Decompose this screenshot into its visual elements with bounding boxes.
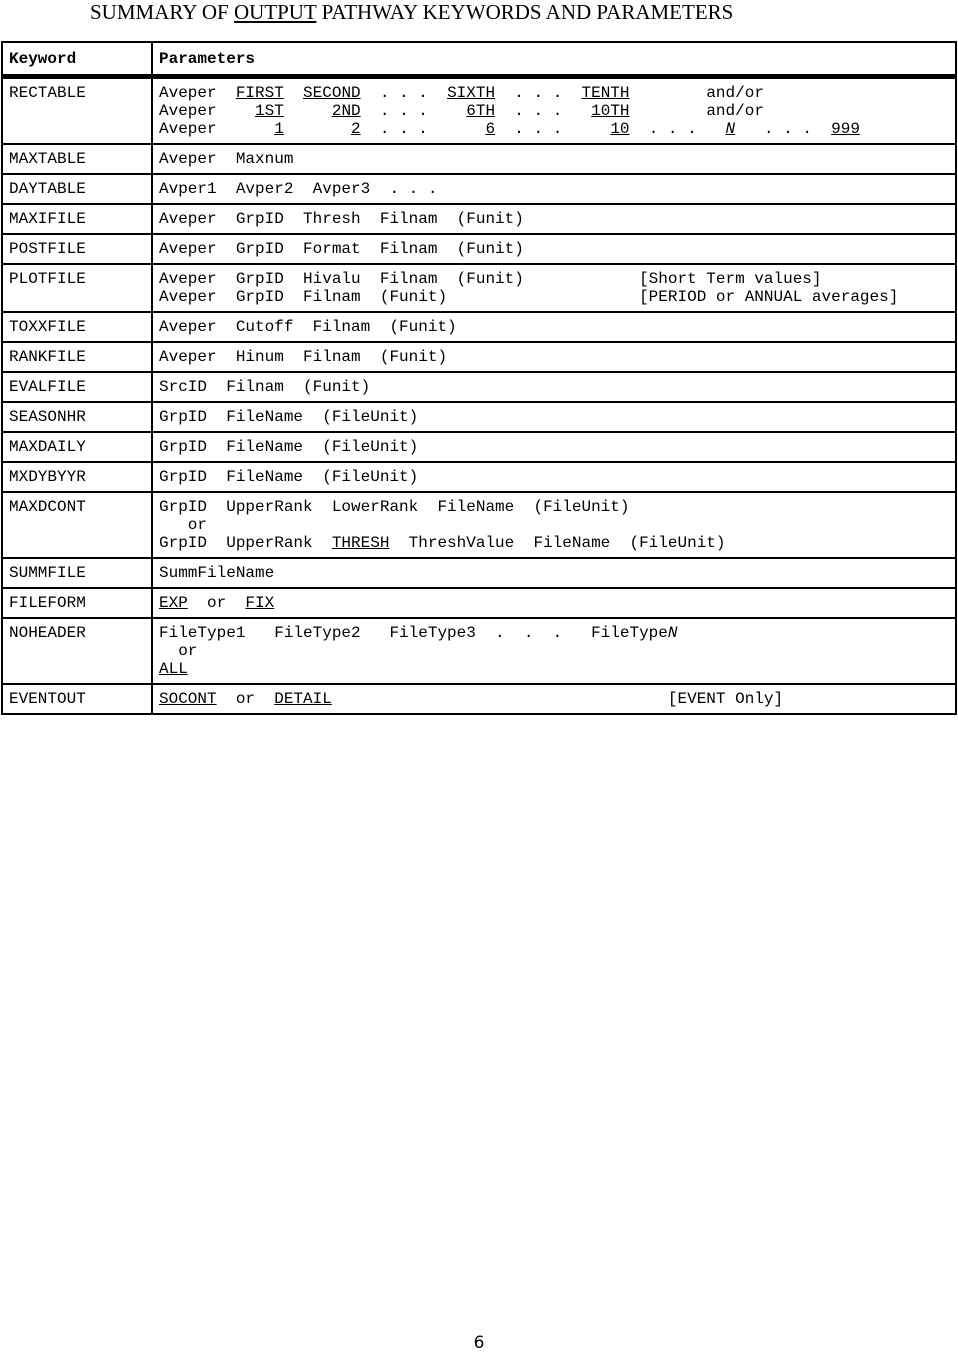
parameter-text: Aveper Maxnum <box>159 150 294 168</box>
parameter-line <box>159 210 949 228</box>
keyword-parameters-table <box>1 41 957 715</box>
table-row <box>2 432 956 462</box>
parameter-text: . . . <box>495 102 592 120</box>
parameter-text: Aveper <box>159 84 236 102</box>
parameter-text: Aveper Cutoff Filnam (Funit) <box>159 318 457 336</box>
parameter-line <box>159 660 949 678</box>
parameter-text: or <box>159 642 198 660</box>
parameters-cell <box>152 234 956 264</box>
keyword-cell: DAYTABLE <box>2 174 152 204</box>
parameter-text: Avper1 Avper2 Avper3 . . . <box>159 180 438 198</box>
parameter-line <box>159 564 949 582</box>
title-underlined-word: OUTPUT <box>233 0 317 24</box>
parameter-secondary-keyword: 6 <box>485 120 496 138</box>
parameter-text: . . . <box>735 120 832 138</box>
parameter-secondary-keyword: DETAIL <box>274 690 332 708</box>
table-row <box>2 492 956 558</box>
parameter-secondary-keyword: 1 <box>274 120 284 138</box>
parameter-line <box>159 498 949 516</box>
parameter-secondary-keyword: THRESH <box>331 534 390 552</box>
parameters-cell <box>152 342 956 372</box>
parameter-line <box>159 438 949 456</box>
table-row <box>2 174 956 204</box>
keyword-cell: MAXTABLE <box>2 144 152 174</box>
parameter-line <box>159 594 949 612</box>
parameter-secondary-keyword: ALL <box>159 660 188 678</box>
parameter-line <box>159 270 949 288</box>
parameter-secondary-keyword: 2 <box>351 120 361 138</box>
table-row <box>2 684 956 714</box>
parameter-text: and/or <box>629 102 764 120</box>
keyword-cell: MAXIFILE <box>2 204 152 234</box>
parameter-line <box>159 534 949 552</box>
keyword-cell: RECTABLE <box>2 77 152 145</box>
table-row <box>2 462 956 492</box>
parameter-secondary-keyword: 6TH <box>466 102 496 120</box>
parameter-text: or <box>216 690 275 708</box>
parameter-line <box>159 102 949 120</box>
keyword-cell: SEASONHR <box>2 402 152 432</box>
parameter-text: or <box>187 594 246 612</box>
parameter-line <box>159 120 949 138</box>
parameter-text: Aveper <box>159 120 275 138</box>
parameter-text: . . . <box>495 120 611 138</box>
parameter-text: Aveper GrpID Thresh Filnam (Funit) <box>159 210 524 228</box>
parameter-line <box>159 468 949 486</box>
parameter-text: GrpID UpperRank <box>159 534 332 552</box>
parameter-line <box>159 180 949 198</box>
table-row <box>2 402 956 432</box>
parameter-text: ThreshValue FileName (FileUnit) <box>389 534 726 552</box>
keyword-column-header: Keyword <box>2 42 152 77</box>
page-number: 6 <box>473 1333 485 1353</box>
keyword-cell: SUMMFILE <box>2 558 152 588</box>
parameter-text: SrcID Filnam (Funit) <box>159 378 371 396</box>
parameter-variable: N <box>667 624 678 642</box>
parameters-cell <box>152 204 956 234</box>
page-title <box>90 0 733 24</box>
parameter-text: FileType1 FileType2 FileType3 . . . FileType <box>159 624 668 642</box>
parameter-secondary-keyword: FIX <box>245 594 275 612</box>
parameter-secondary-keyword: TENTH <box>581 84 630 102</box>
parameter-text: Aveper GrpID Format Filnam (Funit) <box>159 240 524 258</box>
table-body <box>2 77 956 715</box>
parameter-line <box>159 288 949 306</box>
table-row <box>2 264 956 312</box>
parameter-text: GrpID FileName (FileUnit) <box>159 408 419 426</box>
table-row <box>2 558 956 588</box>
parameter-text: and/or <box>629 84 764 102</box>
parameter-text: Aveper GrpID Filnam (Funit) [PERIOD or ANNUAL averages] <box>159 288 899 306</box>
table-row <box>2 588 956 618</box>
parameter-text: . . . <box>495 84 582 102</box>
parameter-text <box>284 120 351 138</box>
parameter-secondary-keyword: SOCONT <box>159 690 217 708</box>
parameters-cell <box>152 558 956 588</box>
table-row <box>2 204 956 234</box>
table-row <box>2 618 956 684</box>
parameter-text <box>284 102 332 120</box>
table-header-row <box>2 42 956 77</box>
parameter-text: Aveper <box>159 102 256 120</box>
title-suffix: PATHWAY KEYWORDS AND PARAMETERS <box>316 0 734 24</box>
title-prefix: SUMMARY OF <box>90 0 234 24</box>
parameter-line <box>159 318 949 336</box>
keyword-cell: PLOTFILE <box>2 264 152 312</box>
parameter-text: Aveper GrpID Hivalu Filnam (Funit) [Short Term values] <box>159 270 822 288</box>
keyword-cell: MAXDAILY <box>2 432 152 462</box>
parameter-text: or <box>159 516 208 534</box>
parameters-cell <box>152 492 956 558</box>
keyword-cell: RANKFILE <box>2 342 152 372</box>
parameter-secondary-keyword: EXP <box>159 594 188 612</box>
parameter-line <box>159 84 949 102</box>
keyword-cell: FILEFORM <box>2 588 152 618</box>
parameters-cell <box>152 402 956 432</box>
parameters-cell <box>152 264 956 312</box>
parameter-secondary-keyword: 1ST <box>255 102 284 120</box>
parameter-secondary-keyword: 10TH <box>591 102 630 120</box>
keyword-cell: NOHEADER <box>2 618 152 684</box>
parameter-text: . . . <box>629 120 726 138</box>
parameter-secondary-keyword: SIXTH <box>447 84 496 102</box>
table-row <box>2 372 956 402</box>
parameter-secondary-keyword: SECOND <box>303 84 361 102</box>
parameter-text <box>284 84 303 102</box>
parameter-text: SummFileName <box>159 564 275 582</box>
parameter-text: GrpID UpperRank LowerRank FileName (FileUnit) <box>159 498 630 516</box>
parameter-secondary-keyword: 2ND <box>331 102 361 120</box>
parameters-cell <box>152 432 956 462</box>
parameter-secondary-keyword: FIRST <box>235 84 284 102</box>
table-row <box>2 77 956 145</box>
parameter-line <box>159 624 949 642</box>
parameter-line <box>159 408 949 426</box>
keyword-cell: EVENTOUT <box>2 684 152 714</box>
parameters-cell <box>152 588 956 618</box>
parameter-line <box>159 378 949 396</box>
parameters-cell <box>152 174 956 204</box>
parameter-line <box>159 642 949 660</box>
parameter-line <box>159 240 949 258</box>
parameter-text: . . . <box>360 120 486 138</box>
parameter-line <box>159 690 949 708</box>
table-row <box>2 312 956 342</box>
parameters-cell <box>152 312 956 342</box>
parameters-column-header: Parameters <box>152 42 956 77</box>
table-row <box>2 234 956 264</box>
parameter-line <box>159 516 949 534</box>
keyword-cell: MAXDCONT <box>2 492 152 558</box>
keyword-cell: EVALFILE <box>2 372 152 402</box>
parameter-text: Aveper Hinum Filnam (Funit) <box>159 348 448 366</box>
parameter-text: GrpID FileName (FileUnit) <box>159 438 419 456</box>
parameter-value-underlined <box>726 120 736 138</box>
parameters-cell <box>152 144 956 174</box>
parameter-text: . . . <box>360 102 467 120</box>
parameters-cell <box>152 462 956 492</box>
parameter-text: GrpID FileName (FileUnit) <box>159 468 419 486</box>
keyword-cell: POSTFILE <box>2 234 152 264</box>
parameter-secondary-keyword: 10 <box>610 120 630 138</box>
parameter-text: [EVENT Only] <box>331 690 784 708</box>
parameters-cell <box>152 77 956 145</box>
parameters-cell <box>152 684 956 714</box>
table-row <box>2 144 956 174</box>
keyword-cell: MXDYBYYR <box>2 462 152 492</box>
keyword-cell: TOXXFILE <box>2 312 152 342</box>
parameter-line <box>159 150 949 168</box>
parameter-line <box>159 348 949 366</box>
parameters-cell <box>152 372 956 402</box>
parameter-secondary-keyword: 999 <box>831 120 860 138</box>
parameter-value: N <box>725 120 736 138</box>
parameter-text: . . . <box>360 84 448 102</box>
table-row <box>2 342 956 372</box>
parameters-cell <box>152 618 956 684</box>
